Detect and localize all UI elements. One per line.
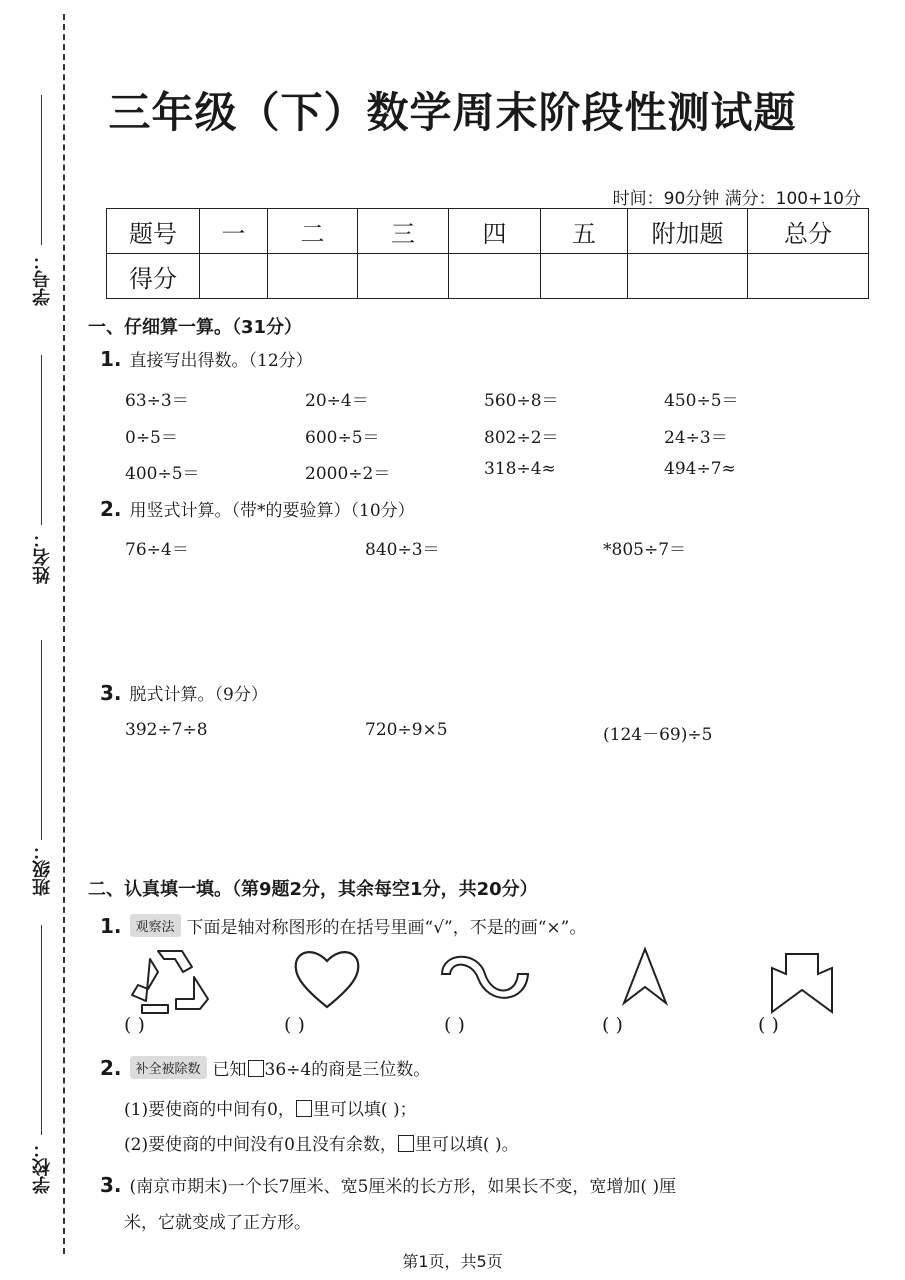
student-id-label: 学号：: [32, 252, 53, 306]
header-cell: 题号: [107, 209, 200, 254]
answer-paren[interactable]: ( ): [758, 1014, 779, 1036]
s2-q3-line2: 米，它就变成了正方形。: [124, 1213, 311, 1233]
answer-paren[interactable]: ( ): [124, 1014, 145, 1036]
s2-q2-number: 2.: [100, 1056, 122, 1080]
calc-item: 20÷4＝: [305, 391, 369, 411]
header-cell: 三: [358, 209, 449, 254]
calc-item: 2000÷2＝: [305, 464, 391, 484]
arrow-shape: [620, 945, 670, 1007]
school-label: 学校：: [32, 1140, 53, 1194]
s2-q2-title: [100, 1055, 430, 1080]
calc-item: 24÷3＝: [664, 428, 728, 448]
step-calc-item: (124－69)÷5: [603, 725, 713, 745]
s2-q1-text: 下面是轴对称图形的在括号里画“√”，不是的画“×”。: [186, 918, 587, 938]
s1-q1-text: 直接写出得数。（12分）: [129, 351, 313, 371]
calc-item: 802÷2＝: [484, 428, 559, 448]
s1-q2-number: 2.: [100, 497, 122, 521]
exam-meta: 时间：90分钟 满分：100+10分: [612, 189, 861, 209]
header-cell: 总分: [748, 209, 869, 254]
vertical-calc-item: *805÷7＝: [603, 540, 687, 560]
blank-box: [296, 1100, 312, 1117]
s1-q3-text: 脱式计算。（9分）: [129, 685, 268, 705]
s2-q2-sub2-b[interactable]: 里可以填( )。: [414, 1135, 519, 1155]
wave-shape: [438, 948, 532, 1004]
calc-item: 63÷3＝: [125, 391, 189, 411]
heart-shape: [292, 945, 362, 1011]
step-calc-item: 720÷9×5: [365, 720, 448, 740]
score-table-score-row: [107, 254, 869, 299]
header-cell: 附加题: [628, 209, 748, 254]
score-cell[interactable]: [268, 254, 358, 299]
score-cell[interactable]: [541, 254, 628, 299]
s2-q2-sub2-a: (2)要使商的中间没有0且没有余数，: [124, 1135, 397, 1155]
step-calc-item: 392÷7÷8: [125, 720, 208, 740]
score-cell[interactable]: [449, 254, 541, 299]
s1-q2-text: 用竖式计算。（带*的要验算）（10分）: [129, 501, 415, 521]
answer-paren[interactable]: ( ): [444, 1014, 465, 1036]
header-cell: 五: [541, 209, 628, 254]
method-tag: 观察法: [130, 914, 181, 937]
name-line: [41, 355, 42, 525]
score-cell[interactable]: [200, 254, 268, 299]
s1-q3-number: 3.: [100, 681, 122, 705]
score-cell[interactable]: [628, 254, 748, 299]
page-title: 三年级（下）数学周末阶段性测试题: [108, 88, 797, 137]
s2-q2-sub1-a: (1)要使商的中间有0，: [124, 1100, 295, 1120]
header-cell: 二: [268, 209, 358, 254]
calc-item: 600÷5＝: [305, 428, 380, 448]
calc-item: 318÷4≈: [484, 459, 556, 479]
s1-q1-number: 1.: [100, 347, 122, 371]
binding-dashed-line: [63, 14, 65, 1254]
s2-q3-title: [100, 1172, 676, 1197]
s2-q2-sub1: [124, 1095, 417, 1120]
name-label: 姓名：: [32, 530, 53, 584]
header-cell: 四: [449, 209, 541, 254]
score-cell[interactable]: [358, 254, 449, 299]
answer-paren[interactable]: ( ): [602, 1014, 623, 1036]
calc-item: 0÷5＝: [125, 428, 178, 448]
answer-paren[interactable]: ( ): [284, 1014, 305, 1036]
calc-item: 450÷5＝: [664, 391, 739, 411]
vertical-calc-item: 76÷4＝: [125, 540, 189, 560]
blank-box: [248, 1060, 264, 1077]
score-row-label: 得分: [107, 254, 200, 299]
s2-q3-number: 3.: [100, 1173, 122, 1197]
s2-q2-sub2: [124, 1130, 519, 1155]
blank-box: [398, 1135, 414, 1152]
score-table: [106, 208, 869, 299]
page-footer: 第1页，共5页: [402, 1252, 503, 1271]
s1-q3-title: [100, 680, 268, 705]
s2-q2-sub1-b[interactable]: 里可以填( )；: [312, 1100, 417, 1120]
section1-title: 一、仔细算一算。（31分）: [88, 317, 303, 338]
header-cell: 一: [200, 209, 268, 254]
class-line: [41, 640, 42, 840]
s2-q1-number: 1.: [100, 914, 122, 938]
s1-q2-title: [100, 496, 415, 521]
s2-q2-text-b: 36÷4的商是三位数。: [264, 1060, 431, 1080]
calc-item: 494÷7≈: [664, 459, 736, 479]
method-tag: 补全被除数: [130, 1056, 207, 1079]
s1-q1-title: [100, 346, 313, 371]
s2-q3-line1[interactable]: (南京市期末)一个长7厘米、宽5厘米的长方形，如果长不变，宽增加( )厘: [129, 1177, 677, 1197]
score-table-header-row: [107, 209, 869, 254]
s2-q2-text-a: 已知: [212, 1060, 247, 1080]
class-label: 班级：: [32, 842, 53, 896]
section2-title: 二、认真填一填。（第9题2分，其余每空1分，共20分）: [88, 879, 538, 900]
crown-shape: [768, 950, 836, 1014]
vertical-calc-item: 840÷3＝: [365, 540, 440, 560]
calc-item: 400÷5＝: [125, 464, 200, 484]
score-cell[interactable]: [748, 254, 869, 299]
recycle-shape: [128, 945, 212, 1015]
school-line: [41, 925, 42, 1135]
s2-q1-title: [100, 913, 586, 938]
calc-item: 560÷8＝: [484, 391, 559, 411]
